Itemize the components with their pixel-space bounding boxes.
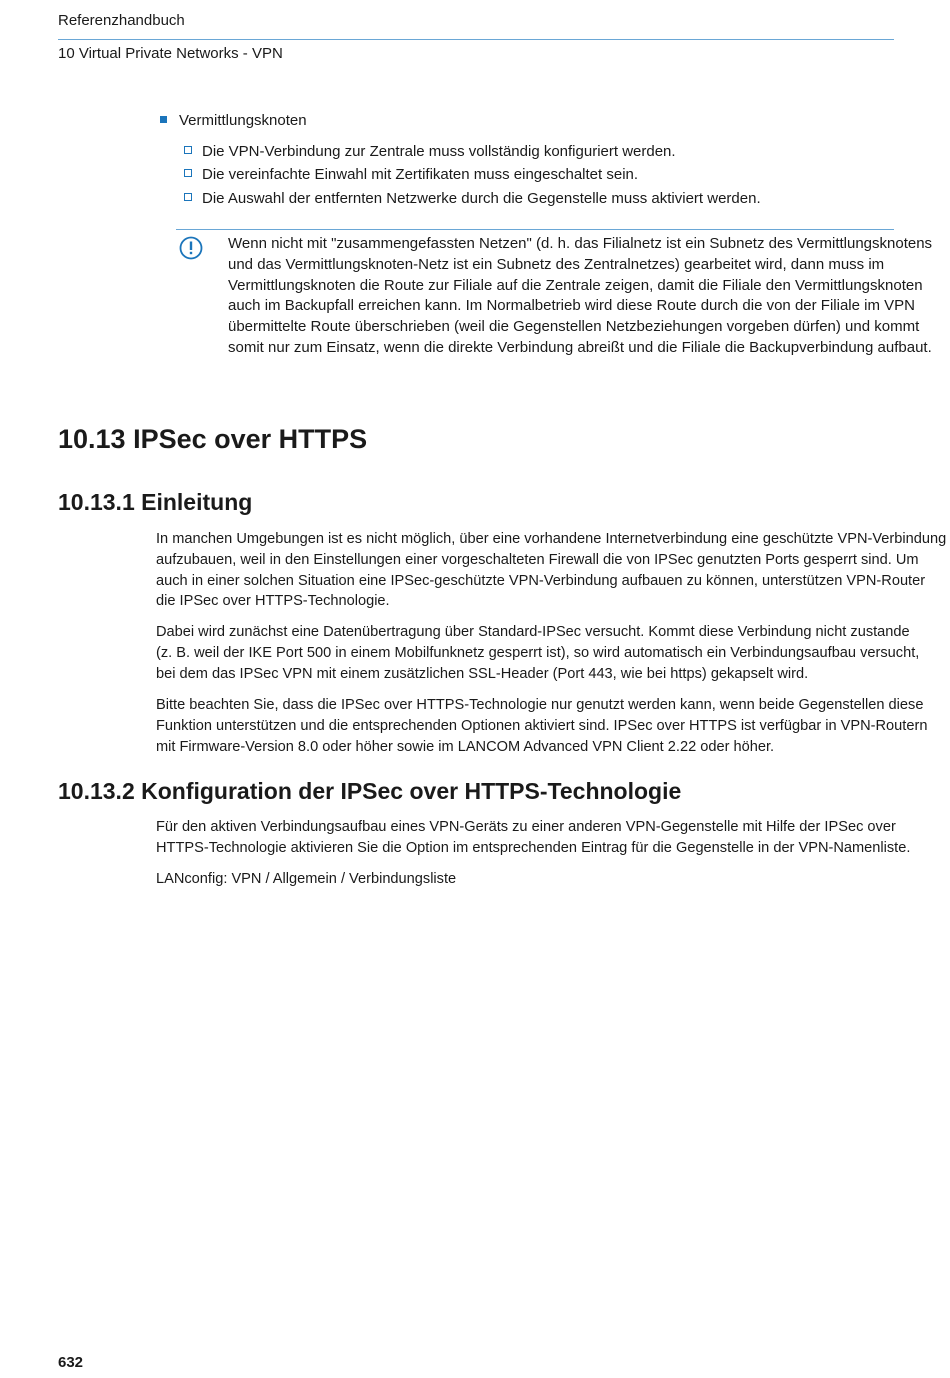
- hollow-square-bullet-icon: [184, 146, 192, 154]
- bullet-text: Vermittlungsknoten: [179, 112, 307, 129]
- paragraph: [156, 529, 947, 612]
- page-number: 632: [58, 1354, 84, 1371]
- bullet-item: [160, 112, 307, 129]
- paragraph-line: bei dem das IPSec VPN mit einem zusätzlichen SSL-Header (Port 443, wie bei https) gekapselt wird.: [156, 665, 809, 682]
- paragraph-line: Bitte beachten Sie, dass die IPSec over HTTPS-Technologie nur genutzt werden kann, wenn beide Gegenstellen diese: [156, 697, 924, 713]
- running-header-chapter: 10 Virtual Private Networks - VPN: [58, 45, 283, 62]
- sub-item-text: Die VPN-Verbindung zur Zentrale muss vollständig konfiguriert werden.: [202, 143, 676, 160]
- paragraph: [156, 869, 896, 890]
- note-line: somit nur zum Einsatz, wenn die direkte Verbindung abreißt und die Filiale die Backupverbindung aufbaut.: [228, 338, 932, 356]
- menu-path-line: LANconfig: VPN / Allgemein / Verbindungsliste: [156, 871, 457, 887]
- paragraph: [156, 695, 928, 757]
- paragraph-line: Dabei wird zunächst eine Datenübertragung über Standard-IPSec versucht. Kommt diese Verbindung nicht zustande: [156, 624, 910, 640]
- note-divider: [176, 229, 894, 230]
- note-text: [228, 234, 933, 359]
- subsection-heading-einleitung: 10.13.1 Einleitung: [58, 489, 253, 515]
- exclamation-icon: [179, 236, 203, 260]
- paragraph-line: Für den aktiven Verbindungsaufbau eines VPN-Geräts zu einer anderen VPN-Gegenstelle mit Hilfe der IPSec over: [156, 819, 896, 835]
- sub-list-item: [184, 143, 676, 160]
- running-header-title: Referenzhandbuch: [58, 12, 185, 29]
- note-line: Wenn nicht mit "zusammengefassten Netzen" (d. h. das Filialnetz ist ein Subnetz des Vermittlungsknotens: [228, 235, 933, 252]
- paragraph-line: die IPSec over HTTPS-Technologie.: [156, 593, 390, 610]
- section-heading: 10.13 IPSec over HTTPS: [58, 424, 368, 454]
- paragraph: [156, 622, 920, 684]
- header-divider: [58, 39, 894, 40]
- paragraph-line: HTTPS-Technologie aktivieren Sie die Option im entsprechenden Eintrag für die Gegenstelle in der VPN-Namenliste.: [156, 839, 911, 856]
- hollow-square-bullet-icon: [184, 169, 192, 177]
- sub-item-text: Die vereinfachte Einwahl mit Zertifikaten muss eingeschaltet sein.: [202, 166, 639, 183]
- note-line: und das Vermittlungsknoten-Netz ist ein Subnetz des Zentralnetzes) gearbeitet wird, dann muss im: [228, 255, 885, 273]
- sub-list-item: [184, 166, 638, 183]
- paragraph-line: (z. B. weil der IKE Port 500 in einem Mobilfunknetz gesperrt ist), so wird automatisch ein Verbindungsaufbau versucht,: [156, 644, 920, 661]
- note-line: auch im Backupfall erreichen kann. Im Normalbetrieb wird diese Route durch die von der Filiale im VPN: [228, 297, 915, 315]
- paragraph-line: Funktion unterstützen und die entsprechenden Optionen aktiviert sind. IPSec over HTTPS ist verfügbar in VPN-Routern: [156, 717, 928, 734]
- sub-item-text: Die Auswahl der entfernten Netzwerke durch die Gegenstelle muss aktiviert werden.: [202, 190, 761, 207]
- subsection-heading-konfiguration: 10.13.2 Konfiguration der IPSec over HTTPS-Technologie: [58, 778, 682, 804]
- paragraph-line: auch in einer solchen Situation eine IPSec-geschützte VPN-Verbindung aufbauen zu können, unterstützen VPN-Router: [156, 572, 926, 589]
- paragraph: [156, 817, 911, 859]
- paragraph-line: In manchen Umgebungen ist es nicht möglich, über eine vorhandene Internetverbindung eine geschützte VPN-Verbindung: [156, 531, 947, 547]
- paragraph-line: aufzubauen, weil in den Einstellungen einer vorgeschalteten Firewall die von IPSec genutzten Ports gesperrt sind. Um: [156, 551, 919, 568]
- square-bullet-icon: [160, 116, 167, 123]
- note-line: übermittelte Route überschrieben (weil die Gegenstellen Netzbeziehungen vorgeben dürfen) und kommt: [228, 318, 920, 336]
- note-line: Vermittlungsknoten die Route zur Filiale auf die Zentrale zeigen, damit die Filiale den Vermittlungsknoten: [228, 276, 923, 294]
- sub-list-item: [184, 190, 761, 207]
- paragraph-line: mit Firmware-Version 8.0 oder höher sowie im LANCOM Advanced VPN Client 2.22 oder höher.: [156, 738, 775, 755]
- hollow-square-bullet-icon: [184, 193, 192, 201]
